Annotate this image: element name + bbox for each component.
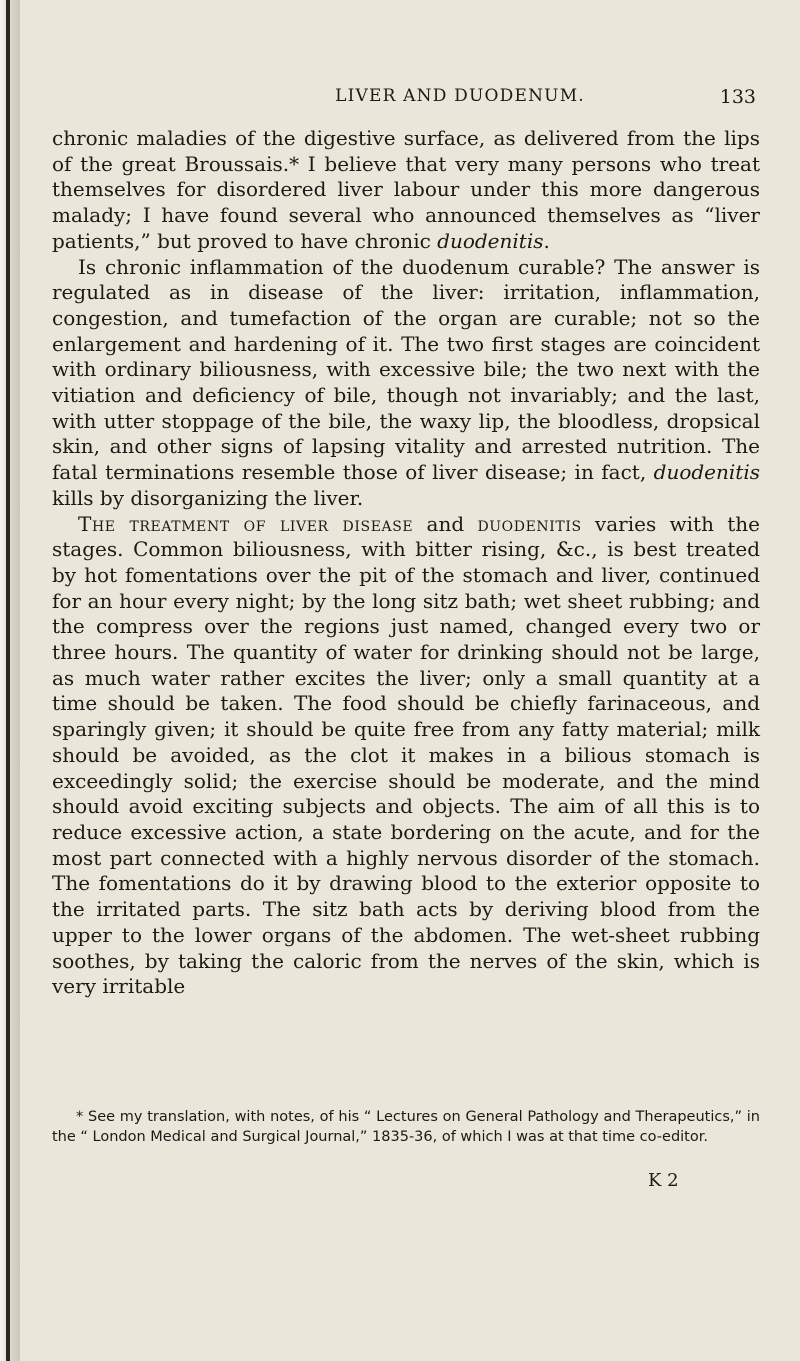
signature-mark: K 2 bbox=[648, 1170, 679, 1191]
paragraph-2-end: kills by disorganizing the liver. bbox=[52, 485, 364, 510]
paragraph-1-end: . bbox=[543, 228, 550, 253]
paragraph-3-conjunction: and bbox=[413, 511, 478, 536]
paragraph-3-smallcaps-lead: The treatment of liver disease bbox=[78, 511, 414, 536]
paragraph-3-text: varies with the stages. Common biliousness, with bitter rising, &c., is best treated by hot fomentations over the pit of the stomach and liver, continued for an hour every night; by the long sitz bath; wet sheet rubbing; and the compress over the regions just named, changed every two or three hours. The quantity of water for drinking should not be large, as much water rather excites the liver; only a small quantity at a time should be taken. The food should be chiefly farinaceous, and sparingly given; it should be quite free from any fatty material; milk should be avoided, as the clot it makes in a bilious stomach is exceedingly solid; the exercise should be moderate, and the mind should avoid exciting subjects and objects. The aim of all this is to reduce excessive action, a state bordering on the acute, and for the most part connected with a highly nervous disorder of the stomach. The fomentations do it by drawing blood to the exterior opposite to the irritated parts. The sitz bath acts by deriving blood from the upper to the lower organs of the abdomen. The wet-sheet rubbing soothes, by taking the caloric from the nerves of the skin, which is very irritable bbox=[52, 511, 760, 999]
page-header bbox=[120, 86, 800, 116]
paragraph-1-italic-term: duodenitis bbox=[437, 228, 544, 253]
running-title: LIVER AND DUODENUM. bbox=[335, 86, 585, 106]
page-number: 133 bbox=[719, 86, 756, 108]
footnote: * See my translation, with notes, of his “ Lectures on General Pathology and Therapeutics,” in the “ London Medical and Surgical Journal,” 1835-36, of which I was at that time co-editor. bbox=[52, 1109, 760, 1145]
paragraph-2-text: Is chronic inflammation of the duodenum curable? The answer is regulated as in disease of the liver: irritation, inflammation, congestion, and tumefaction of the organ are curable; not so the enlargement and hardening of it. The two first stages are coincident with ordinary biliousness, with excessive bile; the two next with the vitiation and deficiency of bile, though not invariably; and the last, with utter stoppage of the bile, the waxy lip, the bloodless, dropsical skin, and other signs of lapsing vitality and arrested nutrition. The fatal terminations resemble those of liver disease; in fact, bbox=[52, 254, 760, 485]
paragraph-1 bbox=[52, 126, 760, 255]
paragraph-1-text: chronic maladies of the digestive surface, as delivered from the lips of the great Broussais.* I believe that very many persons who treat themselves for disordered liver labour under this more dangerous malady; I have found several who announced themselves as “liver patients,” but proved to have chronic bbox=[52, 126, 760, 253]
paragraph-2 bbox=[52, 255, 760, 512]
book-spine-edge bbox=[0, 0, 20, 1361]
paragraph-3 bbox=[52, 512, 760, 1000]
paragraph-3-smallcaps-term: duodenitis bbox=[477, 511, 582, 536]
binding-edge-line bbox=[6, 0, 10, 1361]
paragraph-2-italic-term: duodenitis bbox=[653, 460, 760, 485]
body-text bbox=[52, 126, 760, 1000]
